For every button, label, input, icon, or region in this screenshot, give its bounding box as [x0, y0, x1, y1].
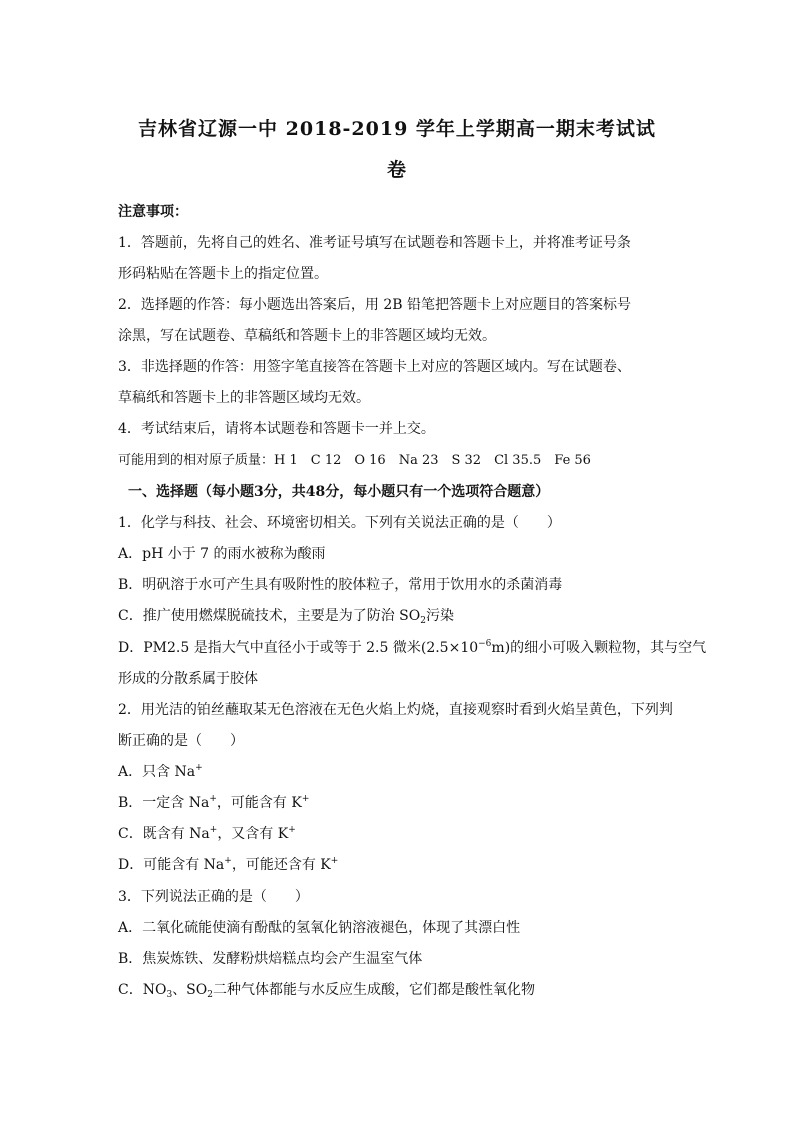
notice-line-4: 涂黑，写在试题卷、草稿纸和答题卡上的非答题区域均无效。 — [118, 328, 496, 344]
q3-option-c-text: C．NO — [118, 982, 167, 998]
exam-title-line1: 吉林省辽源一中 2018-2019 学年上学期高一期末考试试 — [138, 118, 656, 140]
q1-option-d-line2: 形成的分散系属于胶体 — [118, 671, 258, 687]
q1-option-a: A．pH 小于 7 的雨水被称为酸雨 — [118, 546, 326, 562]
notice-line-2: 形码粘贴在答题卡上的指定位置。 — [118, 266, 328, 282]
q1-option-c-subscript: 2 — [420, 616, 426, 626]
q1-option-d-text: D．PM2.5 是指大气中直径小于或等于 2.5 微米(2.5×10 — [118, 640, 479, 656]
q2-option-d-mid: ，可能还含有 K — [231, 857, 331, 873]
notice-line-6: 草稿纸和答题卡上的非答题区域均无效。 — [118, 390, 370, 406]
q3-option-c — [118, 980, 535, 1002]
exam-title-line2: 卷 — [386, 159, 407, 181]
q2-option-b — [118, 793, 309, 815]
q3-option-c-subscript-2: 2 — [207, 990, 213, 1000]
atomic-mass-line: 可能用到的相对原子质量：H 1 C 12 O 16 Na 23 S 32 Cl 35.5 Fe 56 — [118, 453, 591, 468]
q1-option-b: B．明矾溶于水可产生具有吸附性的胶体粒子，常用于饮用水的杀菌消毒 — [118, 577, 563, 593]
q3-option-c-tail: 二种气体都能与水反应生成酸，它们都是酸性氧化物 — [213, 982, 535, 998]
q3-option-a: A．二氧化硫能使滴有酚酞的氢氧化钠溶液褪色，体现了其漂白性 — [118, 920, 521, 936]
q2-option-d — [118, 855, 338, 877]
q2-option-a-charge: + — [195, 763, 203, 773]
q2-option-c-charge-1: + — [209, 825, 218, 835]
q2-option-a — [118, 762, 203, 784]
notice-heading: 注意事项： — [118, 204, 188, 220]
q2-option-d-charge-2: + — [330, 856, 339, 866]
q3-option-c-mid: 、SO — [172, 982, 208, 998]
q2-option-c — [118, 824, 296, 846]
q2-stem-line2: 断正确的是（ ） — [118, 733, 244, 749]
q2-option-b-charge-1: + — [209, 794, 217, 804]
section1-heading: 一、选择题（每小题3分，共48分，每小题只有一个选项符合题意） — [128, 484, 550, 500]
q2-option-b-text: B．一定含 Na — [118, 795, 210, 811]
q2-option-b-charge-2: + — [301, 794, 310, 804]
q1-stem: 1．化学与科技、社会、环境密切相关。下列有关说法正确的是（ ） — [118, 515, 561, 531]
q3-option-c-subscript-1: 3 — [166, 990, 173, 1000]
q1-option-d-superscript: −6 — [478, 639, 492, 649]
q3-stem: 3．下列说法正确的是（ ） — [118, 889, 309, 905]
q2-option-c-text: C．既含有 Na — [118, 826, 210, 842]
notice-line-5: 3．非选择题的作答：用签字笔直接答在答题卡上对应的答题区域内。写在试题卷、 — [118, 359, 631, 375]
q1-option-d-tail: m)的细小可吸入颗粒物，其与空气 — [491, 640, 707, 656]
notice-line-1: 1．答题前，先将自己的姓名、准考证号填写在试题卷和答题卡上，并将准考证号条 — [118, 235, 631, 251]
q2-option-b-mid: ，可能含有 K — [216, 795, 302, 811]
q1-option-c-text: C．推广使用燃煤脱硫技术，主要是为了防治 SO — [118, 608, 421, 624]
q1-option-c-tail: 污染 — [425, 608, 454, 624]
q2-option-c-mid: ，又含有 K — [217, 826, 289, 842]
q2-option-d-text: D．可能含有 Na — [118, 857, 225, 873]
q2-option-d-charge-1: + — [224, 856, 232, 866]
notice-line-7: 4．考试结束后，请将本试题卷和答题卡一并上交。 — [118, 421, 435, 437]
notice-line-3: 2．选择题的作答：每小题选出答案后，用 2B 铅笔把答题卡上对应题目的答案标号 — [118, 297, 632, 313]
q2-option-c-charge-2: + — [288, 825, 296, 835]
q2-stem-line1: 2．用光洁的铂丝蘸取某无色溶液在无色火焰上灼烧，直接观察时看到火焰呈黄色，下列判 — [118, 702, 673, 718]
q1-option-c — [118, 606, 454, 628]
q2-option-a-text: A．只含 Na — [118, 764, 196, 780]
q3-option-b: B．焦炭炼铁、发酵粉烘焙糕点均会产生温室气体 — [118, 951, 423, 967]
q1-option-d — [118, 638, 706, 660]
